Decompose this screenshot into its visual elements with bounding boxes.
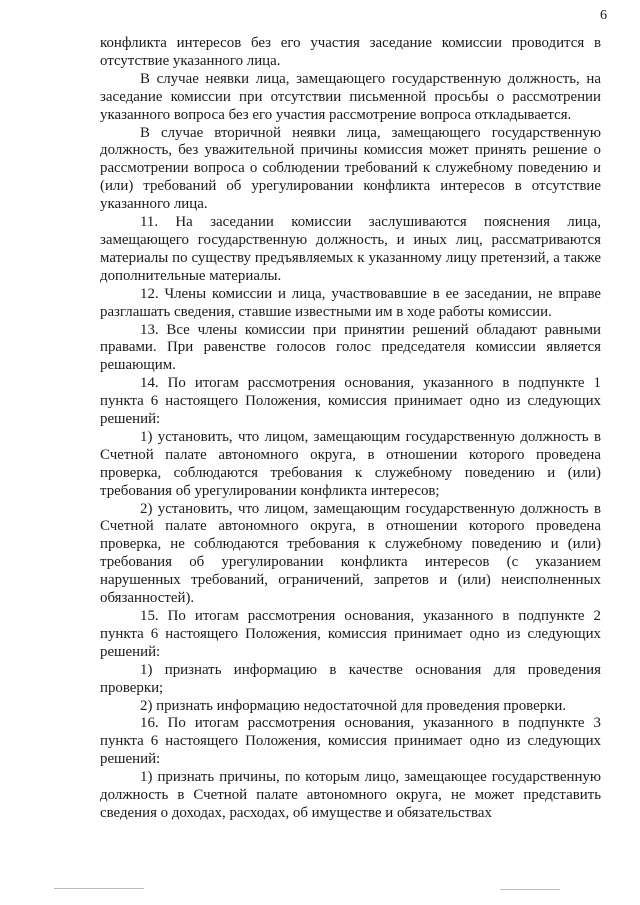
paragraph-item-16-1: 1) признать причины, по которым лицо, замещающее государственную должность в Счетной палате автономного округа, не может представить сведения о доходах, расходах, об имуществе и обязательствах — [100, 769, 601, 821]
paragraph-item-14-1: 1) установить, что лицом, замещающим государственную должность в Счетной палате автономного округа, в отношении которого проведена проверка, соблюдаются требования к служебному поведению и (или) требования об урегулировании конфликта интересов; — [100, 428, 601, 499]
scan-artifact-line — [54, 888, 144, 889]
paragraph-item-15-1: 1) признать информацию в качестве основания для проведения проверки; — [100, 661, 601, 696]
paragraph-continuation: конфликта интересов без его участия заседание комиссии проводится в отсутствие указанного лица. — [100, 35, 601, 69]
page-number: 6 — [600, 8, 607, 23]
paragraph-nonappearance: В случае неявки лица, замещающего государственную должность, на заседание комиссии при отсутствии письменной просьбы о рассмотрении указанного вопроса без его участия рассмотрение вопроса откладывается. — [100, 70, 601, 123]
body-text — [100, 35, 601, 823]
scan-artifact-line — [500, 889, 560, 890]
paragraph-item-15-2: 2) признать информацию недостаточной для проведения проверки. — [140, 697, 567, 714]
paragraph-item-13: 13. Все члены комиссии при принятии решений обладают равными правами. При равенстве голосов голос председателя комиссии является решающим. — [100, 321, 601, 374]
paragraph-item-12: 12. Члены комиссии и лица, участвовавшие в ее заседании, не вправе разглашать сведения, ставшие известными им в ходе работы комиссии. — [100, 285, 601, 320]
paragraph-item-15: 15. По итогам рассмотрения основания, указанного в подпункте 2 пункта 6 настоящего Положения, комиссия принимает одно из следующих решений: — [100, 608, 601, 660]
paragraph-item-11: 11. На заседании комиссии заслушиваются пояснения лица, замещающего государственную должность, и иных лиц, рассматриваются материалы по существу предъявляемых к указанному лицу претензий, а также дополнительные материалы. — [100, 214, 601, 284]
paragraph-item-14: 14. По итогам рассмотрения основания, указанного в подпункте 1 пункта 6 настоящего Положения, комиссия принимает одно из следующих решений: — [100, 375, 601, 428]
paragraph-second-nonappearance: В случае вторичной неявки лица, замещающего государственную должность, без уважительной причины комиссия может принять решение о рассмотрении вопроса о соблюдении требований к служебному поведению и (или) требований об урегулировании конфликта интересов в отсутствие указанного лица. — [100, 124, 601, 213]
paragraph-item-16: 16. По итогам рассмотрения основания, указанного в подпункте 3 пункта 6 настоящего Положения, комиссия принимает одно из следующих решений: — [100, 715, 601, 768]
paragraph-item-14-2: 2) установить, что лицом, замещающим государственную должность в Счетной палате автономного округа, в отношении которого проведена проверка, не соблюдаются требования к служебному поведению и (или) требования об урегулировании конфликта интересов (с указанием нарушенных требований, ограничений, запретов и (или) неисполненных обязанностей). — [100, 500, 601, 607]
